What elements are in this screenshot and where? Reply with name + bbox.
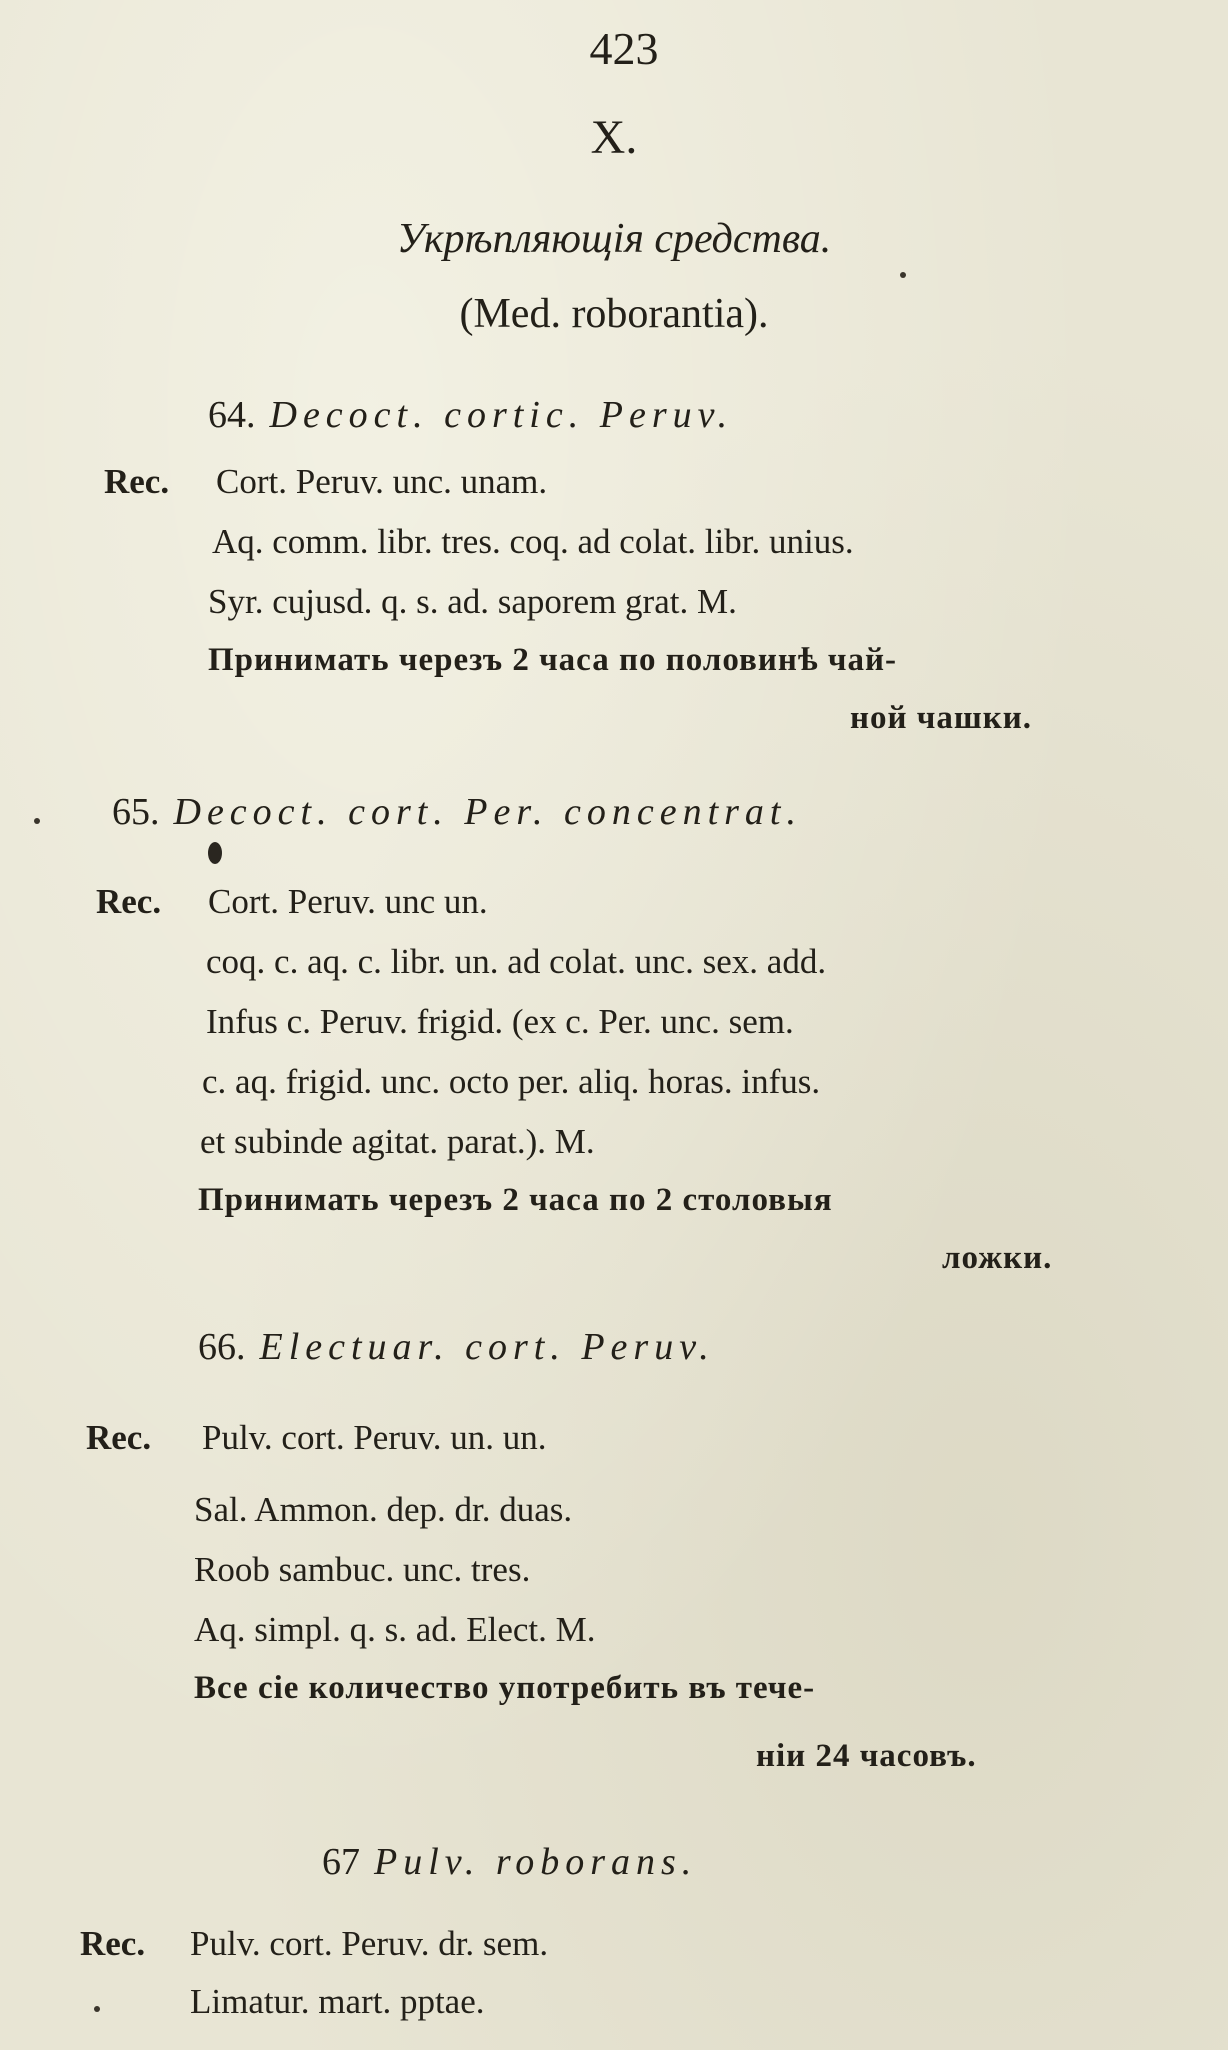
rec-label: Rec. [104, 462, 170, 501]
prescription-line: Aq. comm. libr. tres. coq. ad colat. libr. unius. [212, 522, 854, 561]
prescription-line: c. aq. frigid. unc. octo per. aliq. horas. infus. [202, 1062, 821, 1101]
instruction-line: Все сіе количество употребить въ тече- [194, 1670, 816, 1706]
prescription-line: Cort. Peruv. unc un. [208, 882, 488, 921]
instruction-line: ложки. [942, 1240, 1053, 1276]
prescription-line: Infus c. Peruv. frigid. (ex c. Per. unc. sem. [206, 1002, 794, 1041]
recipe-number: 64. [208, 394, 256, 436]
rec-label: Rec. [80, 1924, 146, 1963]
recipe-number: 66. [198, 1326, 246, 1368]
recipe-heading [322, 1840, 697, 1884]
instruction-line: ніи 24 часовъ. [756, 1738, 977, 1774]
recipe-title: Decoct. cortic. Peruv. [269, 394, 734, 436]
rec-label: Rec. [96, 882, 162, 921]
recipe-heading [208, 393, 733, 437]
recipe-heading [198, 1325, 715, 1369]
prescription-line: Syr. cujusd. q. s. ad. saporem grat. M. [208, 582, 737, 621]
prescription-line: et subinde agitat. parat.). M. [200, 1122, 595, 1161]
page-number: 423 [589, 23, 659, 74]
prescription-line: Pulv. cort. Peruv. un. un. [202, 1418, 547, 1457]
section-title-latin: (Med. roborantia). [459, 291, 769, 337]
section-title-russian: Укрѣпляющія средства. [396, 216, 832, 262]
margin-speck [94, 2006, 100, 2012]
prescription-line: Pulv. cort. Peruv. dr. sem. [190, 1924, 549, 1963]
margin-speck [900, 272, 906, 278]
rec-label: Rec. [86, 1418, 152, 1457]
recipe-number: 67 [322, 1841, 360, 1883]
instruction-line: ной чашки. [850, 700, 1033, 736]
recipe-title: Decoct. cort. Per. concentrat. [173, 791, 802, 833]
recipe-heading [112, 790, 802, 834]
recipe-number: 65. [112, 791, 160, 833]
ink-blot [208, 842, 222, 864]
prescription-line: Limatur. mart. pptae. [190, 1982, 485, 2021]
instruction-line: Принимать черезъ 2 часа по половинѣ чай- [208, 642, 898, 678]
margin-speck [34, 818, 40, 824]
prescription-line: Cort. Peruv. unc. unam. [216, 462, 548, 501]
chapter-number: X. [590, 111, 638, 164]
instruction-line: Принимать черезъ 2 часа по 2 столовыя [198, 1182, 833, 1218]
prescription-line: Roob sambuc. unc. tres. [194, 1550, 531, 1589]
prescription-line: Aq. simpl. q. s. ad. Elect. M. [194, 1610, 596, 1649]
recipe-title: Electuar. cort. Peruv. [259, 1326, 715, 1368]
prescription-line: coq. c. aq. c. libr. un. ad colat. unc. sex. add. [206, 942, 827, 981]
recipe-title: Pulv. roborans. [374, 1841, 698, 1883]
prescription-line: Sal. Ammon. dep. dr. duas. [194, 1490, 573, 1529]
